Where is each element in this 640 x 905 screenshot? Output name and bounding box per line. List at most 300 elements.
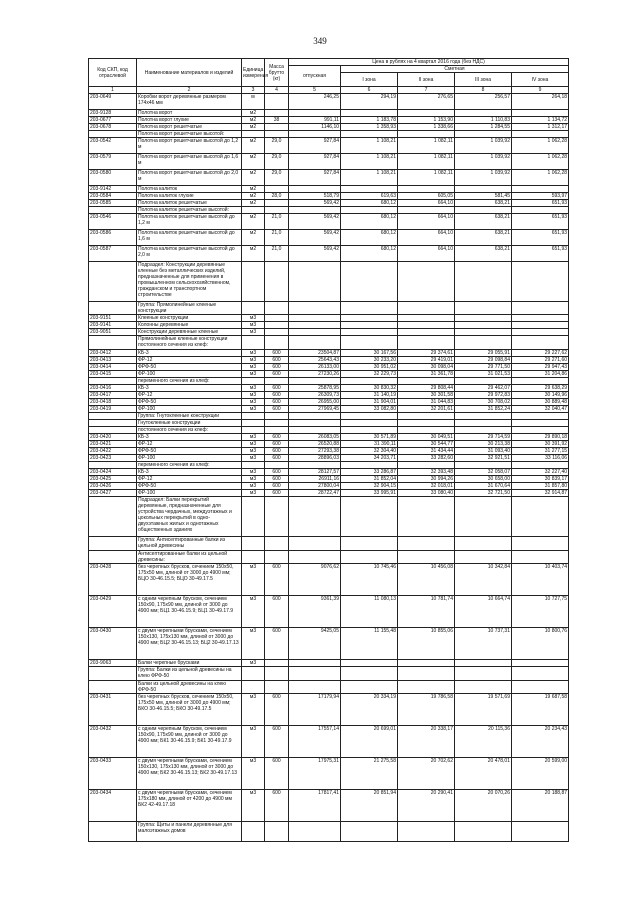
cell-name: ФР-100 xyxy=(137,490,242,497)
cell-mass: 28,0 xyxy=(265,193,289,200)
cell-zone-4: 1 062,28 xyxy=(512,154,569,170)
cell-zone-4 xyxy=(512,302,569,315)
cell-code: 203-0584 xyxy=(89,193,137,200)
cell-mass: 600 xyxy=(265,455,289,462)
cell-unit xyxy=(242,378,265,385)
cell-name: Антисептированные балки из цельной древесины: xyxy=(137,551,242,564)
cell-zone-3: 581,45 xyxy=(455,193,512,200)
cell-zone-2: 31 434,44 xyxy=(398,448,455,455)
table-row xyxy=(89,564,569,596)
cell-release-price xyxy=(289,302,341,315)
cell-zone-1 xyxy=(341,681,398,694)
cell-zone-4: 31 277,15 xyxy=(512,448,569,455)
cell-unit xyxy=(242,336,265,350)
cell-zone-1: 33 995,91 xyxy=(341,490,398,497)
cell-release-price xyxy=(289,315,341,322)
cell-zone-3: 29 972,83 xyxy=(455,392,512,399)
cell-mass: 600 xyxy=(265,385,289,392)
cell-mass: 600 xyxy=(265,371,289,378)
cell-zone-3: 1 039,92 xyxy=(455,138,512,154)
cell-name: Полотна ворот решетчатые высотой до 1,6 м xyxy=(137,154,242,170)
cell-release-price: 28896,03 xyxy=(289,455,341,462)
cell-zone-3 xyxy=(455,681,512,694)
table-row xyxy=(89,329,569,336)
cell-unit: м3 xyxy=(242,790,265,822)
cell-zone-1: 30 830,32 xyxy=(341,385,398,392)
cell-zone-2: 10 456,08 xyxy=(398,564,455,596)
cell-name: Клееные конструкции xyxy=(137,315,242,322)
cell-mass: 29,0 xyxy=(265,138,289,154)
cell-zone-1 xyxy=(341,420,398,427)
cell-zone-2: 30 098,04 xyxy=(398,364,455,371)
cell-unit: м2 xyxy=(242,138,265,154)
cell-zone-1: 34 203,71 xyxy=(341,455,398,462)
cell-zone-3 xyxy=(455,660,512,667)
cell-unit: м3 xyxy=(242,329,265,336)
cell-unit: м3 xyxy=(242,469,265,476)
cell-release-price: 9425,05 xyxy=(289,628,341,660)
cell-zone-2: 29 419,01 xyxy=(398,357,455,364)
cell-zone-4: 264,18 xyxy=(512,94,569,110)
cell-name: Балки из цельной древесины на клею ФРФ-50 xyxy=(137,681,242,694)
cell-code xyxy=(89,378,137,385)
table-row xyxy=(89,537,569,551)
cell-code: 203-9142 xyxy=(89,186,137,193)
cell-mass: 600 xyxy=(265,790,289,822)
cell-unit: м3 xyxy=(242,455,265,462)
cell-mass xyxy=(265,681,289,694)
cell-code: 203-0419 xyxy=(89,406,137,413)
cell-zone-3 xyxy=(455,427,512,434)
cell-zone-1: 1 183,78 xyxy=(341,117,398,124)
cell-zone-4 xyxy=(512,551,569,564)
cell-code xyxy=(89,413,137,420)
cell-unit xyxy=(242,822,265,842)
cell-zone-1 xyxy=(341,667,398,681)
cell-unit xyxy=(242,667,265,681)
cell-zone-3: 10 342,84 xyxy=(455,564,512,596)
cell-name: с одним черепным бруском, сечением 150x90, 175x90 мм, длиной от 3000 до 4900 мм; БК1 30-46.15.9; БК1 30-49.17.9 xyxy=(137,726,242,758)
cell-mass: 21,0 xyxy=(265,214,289,230)
cell-release-price: 17557,14 xyxy=(289,726,341,758)
cell-zone-3: 638,21 xyxy=(455,200,512,207)
cell-unit: м3 xyxy=(242,564,265,596)
table-row xyxy=(89,413,569,420)
cell-zone-2 xyxy=(398,822,455,842)
cell-zone-2: 20 702,62 xyxy=(398,758,455,790)
cell-name: Группа: Балки из цельной древесины на клею ФРФ-50 xyxy=(137,667,242,681)
table-row xyxy=(89,790,569,822)
cell-mass: 600 xyxy=(265,434,289,441)
cell-zone-3: 31 093,40 xyxy=(455,448,512,455)
cell-zone-4 xyxy=(512,336,569,350)
cell-mass xyxy=(265,94,289,110)
cell-code: 203-9151 xyxy=(89,315,137,322)
cell-zone-4 xyxy=(512,378,569,385)
cell-zone-1: 20 334,19 xyxy=(341,694,398,726)
cell-zone-1: 1 108,21 xyxy=(341,138,398,154)
cell-zone-4: 29 947,43 xyxy=(512,364,569,371)
table-row xyxy=(89,302,569,315)
cell-mass xyxy=(265,551,289,564)
cell-mass xyxy=(265,124,289,131)
cell-zone-3: 256,57 xyxy=(455,94,512,110)
cell-mass: 600 xyxy=(265,490,289,497)
cell-zone-1 xyxy=(341,329,398,336)
cell-zone-3: 638,21 xyxy=(455,214,512,230)
cell-zone-3: 1 110,83 xyxy=(455,117,512,124)
cell-code xyxy=(89,681,137,694)
cell-release-price: 26309,73 xyxy=(289,392,341,399)
cell-zone-3: 1 284,55 xyxy=(455,124,512,131)
cell-unit: м3 xyxy=(242,434,265,441)
cell-zone-3: 31 852,24 xyxy=(455,406,512,413)
cell-name: Полотна калиток глухие xyxy=(137,193,242,200)
cell-code: 203-0433 xyxy=(89,758,137,790)
cell-zone-3 xyxy=(455,315,512,322)
cell-zone-1 xyxy=(341,497,398,537)
table-row xyxy=(89,315,569,322)
cell-zone-3: 30 658,00 xyxy=(455,476,512,483)
cell-name: переменного сечения из клеф: xyxy=(137,462,242,469)
cell-mass xyxy=(265,667,289,681)
cell-unit xyxy=(242,420,265,427)
cell-unit: м2 xyxy=(242,193,265,200)
cell-zone-3 xyxy=(455,207,512,214)
cell-release-price xyxy=(289,322,341,329)
header-zone-2: II зона xyxy=(398,73,455,87)
cell-unit: м3 xyxy=(242,694,265,726)
cell-mass xyxy=(265,262,289,302)
cell-mass xyxy=(265,207,289,214)
table-row xyxy=(89,551,569,564)
cell-release-price xyxy=(289,420,341,427)
cell-mass: 600 xyxy=(265,483,289,490)
table-row xyxy=(89,207,569,214)
cell-zone-4 xyxy=(512,207,569,214)
cell-unit: м3 xyxy=(242,726,265,758)
cell-release-price: 28127,57 xyxy=(289,469,341,476)
cell-code xyxy=(89,262,137,302)
table-row xyxy=(89,399,569,406)
cell-zone-4 xyxy=(512,537,569,551)
table-row xyxy=(89,350,569,357)
cell-zone-3: 10 737,31 xyxy=(455,628,512,660)
cell-zone-2: 30 301,58 xyxy=(398,392,455,399)
cell-release-price: 25643,43 xyxy=(289,357,341,364)
cell-zone-1 xyxy=(341,262,398,302)
cell-release-price xyxy=(289,427,341,434)
cell-zone-2 xyxy=(398,186,455,193)
cell-zone-2: 33 282,60 xyxy=(398,455,455,462)
cell-zone-2: 29 374,61 xyxy=(398,350,455,357)
table-row xyxy=(89,667,569,681)
cell-release-price xyxy=(289,186,341,193)
table-row xyxy=(89,490,569,497)
cell-zone-3: 20 070,26 xyxy=(455,790,512,822)
cell-code: 203-0421 xyxy=(89,441,137,448)
table-row xyxy=(89,94,569,110)
cell-zone-4 xyxy=(512,131,569,138)
cell-zone-3 xyxy=(455,322,512,329)
cell-code: 203-9141 xyxy=(89,322,137,329)
cell-name: ФРФ-50 xyxy=(137,399,242,406)
cell-mass: 600 xyxy=(265,469,289,476)
cell-unit: м3 xyxy=(242,758,265,790)
cell-mass xyxy=(265,497,289,537)
cell-release-price xyxy=(289,413,341,420)
cell-zone-3: 638,21 xyxy=(455,246,512,262)
col-number: 7 xyxy=(398,87,455,94)
cell-release-price xyxy=(289,336,341,350)
cell-zone-1: 20 699,01 xyxy=(341,726,398,758)
cell-zone-1: 30 233,20 xyxy=(341,357,398,364)
table-row xyxy=(89,476,569,483)
cell-code xyxy=(89,302,137,315)
cell-zone-3 xyxy=(455,186,512,193)
cell-zone-1: 30 571,89 xyxy=(341,434,398,441)
cell-name: с одним черепным бруском, сечением 150x90, 175x90 мм, длиной от 3000 до 4900 мм; БЦ1 30-46.15.9; БЦ1 30-49.17.9 xyxy=(137,596,242,628)
cell-mass: 600 xyxy=(265,564,289,596)
cell-zone-1: 680,12 xyxy=(341,200,398,207)
cell-zone-4 xyxy=(512,322,569,329)
cell-zone-4 xyxy=(512,329,569,336)
cell-unit xyxy=(242,413,265,420)
cell-zone-3: 638,21 xyxy=(455,230,512,246)
table-row xyxy=(89,117,569,124)
table-row xyxy=(89,262,569,302)
cell-unit: м3 xyxy=(242,364,265,371)
cell-mass: 29,0 xyxy=(265,154,289,170)
cell-mass xyxy=(265,660,289,667)
table-row xyxy=(89,483,569,490)
cell-zone-4 xyxy=(512,660,569,667)
cell-zone-1 xyxy=(341,315,398,322)
cell-zone-3: 30 708,02 xyxy=(455,399,512,406)
cell-unit: м2 xyxy=(242,154,265,170)
cell-zone-3 xyxy=(455,262,512,302)
cell-zone-4 xyxy=(512,667,569,681)
cell-zone-3: 32 921,51 xyxy=(455,455,512,462)
cell-zone-2 xyxy=(398,329,455,336)
cell-name: ФРФ-50 xyxy=(137,448,242,455)
cell-zone-2: 605,05 xyxy=(398,193,455,200)
cell-name: ФР-100 xyxy=(137,371,242,378)
cell-zone-2: 1 153,90 xyxy=(398,117,455,124)
cell-mass: 600 xyxy=(265,392,289,399)
cell-zone-4 xyxy=(512,822,569,842)
cell-unit xyxy=(242,131,265,138)
cell-unit xyxy=(242,537,265,551)
table-row xyxy=(89,427,569,434)
cell-zone-1: 11 080,13 xyxy=(341,596,398,628)
cell-mass xyxy=(265,822,289,842)
cell-code xyxy=(89,462,137,469)
cell-mass xyxy=(265,413,289,420)
cell-name: ФР-12 xyxy=(137,476,242,483)
cell-code: 203-9051 xyxy=(89,329,137,336)
cell-zone-1: 680,12 xyxy=(341,230,398,246)
cell-zone-4: 30 889,48 xyxy=(512,399,569,406)
cell-unit: м3 xyxy=(242,660,265,667)
cell-release-price: 518,79 xyxy=(289,193,341,200)
cell-zone-3 xyxy=(455,667,512,681)
cell-code xyxy=(89,207,137,214)
cell-unit xyxy=(242,302,265,315)
cell-mass xyxy=(265,336,289,350)
cell-mass xyxy=(265,302,289,315)
cell-release-price xyxy=(289,262,341,302)
cell-zone-2: 10 781,74 xyxy=(398,596,455,628)
cell-zone-4 xyxy=(512,497,569,537)
cell-unit: м3 xyxy=(242,350,265,357)
table-row xyxy=(89,385,569,392)
cell-zone-3 xyxy=(455,462,512,469)
cell-code: 203-0677 xyxy=(89,117,137,124)
cell-zone-4: 20 188,87 xyxy=(512,790,569,822)
cell-release-price: 927,84 xyxy=(289,154,341,170)
cell-zone-3 xyxy=(455,537,512,551)
column-numbers-row xyxy=(89,87,569,94)
cell-release-price xyxy=(289,329,341,336)
table-row xyxy=(89,124,569,131)
cell-release-price xyxy=(289,551,341,564)
cell-zone-1: 31 904,01 xyxy=(341,399,398,406)
cell-name: КБ-3 xyxy=(137,385,242,392)
cell-zone-2 xyxy=(398,667,455,681)
header-name: Наименование материалов и изделий xyxy=(137,59,242,87)
cell-zone-1: 10 745,46 xyxy=(341,564,398,596)
cell-name: Коробки ворот деревянные размером 174х46 мм xyxy=(137,94,242,110)
cell-zone-2 xyxy=(398,551,455,564)
cell-zone-2 xyxy=(398,427,455,434)
cell-zone-3 xyxy=(455,329,512,336)
cell-zone-2: 32 018,01 xyxy=(398,483,455,490)
cell-zone-4 xyxy=(512,413,569,420)
cell-mass xyxy=(265,322,289,329)
cell-zone-1: 31 390,11 xyxy=(341,441,398,448)
cell-name: переменного сечения из клеф: xyxy=(137,378,242,385)
table-row xyxy=(89,441,569,448)
cell-zone-4: 1 062,28 xyxy=(512,170,569,186)
cell-zone-3: 29 771,50 xyxy=(455,364,512,371)
cell-release-price: 17975,31 xyxy=(289,758,341,790)
cell-unit: м2 xyxy=(242,200,265,207)
cell-zone-3 xyxy=(455,551,512,564)
table-row xyxy=(89,660,569,667)
cell-code: 203-0579 xyxy=(89,154,137,170)
cell-zone-4: 1 062,28 xyxy=(512,138,569,154)
cell-code: 203-0429 xyxy=(89,596,137,628)
cell-zone-2: 32 201,61 xyxy=(398,406,455,413)
cell-unit: м3 xyxy=(242,441,265,448)
cell-zone-1: 20 851,94 xyxy=(341,790,398,822)
cell-release-price: 28722,47 xyxy=(289,490,341,497)
cell-zone-1 xyxy=(341,537,398,551)
cell-mass: 600 xyxy=(265,350,289,357)
cell-zone-4: 20 599,00 xyxy=(512,758,569,790)
col-number: 1 xyxy=(89,87,137,94)
cell-zone-4: 32 040,47 xyxy=(512,406,569,413)
cell-unit: м2 xyxy=(242,170,265,186)
cell-release-price: 23504,87 xyxy=(289,350,341,357)
cell-code: 203-0422 xyxy=(89,448,137,455)
table-row xyxy=(89,246,569,262)
cell-mass xyxy=(265,200,289,207)
cell-code: 203-0426 xyxy=(89,483,137,490)
cell-name: Подраздел: Балки перекрытий деревянные, предназначенные для устройства чердачных, междуэтажных и цокольных перекрытий в одно-двухэтажных жилых и однотажных общественных зданиях xyxy=(137,497,242,537)
col-number: 6 xyxy=(341,87,398,94)
cell-unit: м3 xyxy=(242,357,265,364)
cell-zone-1: 1 108,21 xyxy=(341,154,398,170)
cell-name: Колонны деревянные xyxy=(137,322,242,329)
table-row xyxy=(89,392,569,399)
cell-mass xyxy=(265,329,289,336)
header-release: отпускная xyxy=(289,66,341,87)
cell-mass xyxy=(265,427,289,434)
cell-code xyxy=(89,551,137,564)
cell-zone-4: 29 271,60 xyxy=(512,357,569,364)
cell-zone-1: 30 951,02 xyxy=(341,364,398,371)
cell-mass: 600 xyxy=(265,758,289,790)
table-row xyxy=(89,364,569,371)
cell-unit xyxy=(242,262,265,302)
cell-name: Группа: Антисептированные балки из цельной древесины xyxy=(137,537,242,551)
cell-release-price: 25878,95 xyxy=(289,385,341,392)
cell-zone-1: 31 852,04 xyxy=(341,476,398,483)
cell-zone-1: 32 304,40 xyxy=(341,448,398,455)
table-row xyxy=(89,406,569,413)
cell-release-price xyxy=(289,667,341,681)
cell-zone-3: 1 039,92 xyxy=(455,170,512,186)
cell-release-price: 569,42 xyxy=(289,246,341,262)
cell-zone-3: 29 462,07 xyxy=(455,385,512,392)
cell-name: Полотна калиток решетчатые высотой до 2,0 м xyxy=(137,246,242,262)
cell-code: 203-0423 xyxy=(89,455,137,462)
cell-mass xyxy=(265,537,289,551)
cell-zone-1 xyxy=(341,822,398,842)
cell-name: КБ-3 xyxy=(137,469,242,476)
cell-zone-4: 31 204,86 xyxy=(512,371,569,378)
cell-zone-2: 31 044,83 xyxy=(398,399,455,406)
cell-name: без черепных брусков, сечением 150x50, 175x50 мм, длиной от 3000 до 4900 мм; БКО 30-46.15.5; БКО 30-49.17.5 xyxy=(137,694,242,726)
cell-code: 203-0586 xyxy=(89,230,137,246)
cell-zone-2: 1 082,11 xyxy=(398,138,455,154)
table-row xyxy=(89,357,569,364)
cell-zone-4: 29 227,62 xyxy=(512,350,569,357)
cell-zone-4: 33 116,06 xyxy=(512,455,569,462)
cell-zone-2: 19 786,58 xyxy=(398,694,455,726)
table-row xyxy=(89,497,569,537)
table-row xyxy=(89,230,569,246)
cell-name: КБ-3 xyxy=(137,434,242,441)
cell-code: 203-0585 xyxy=(89,200,137,207)
cell-mass xyxy=(265,462,289,469)
cell-mass: 600 xyxy=(265,357,289,364)
cell-name: Балки черепные брусками xyxy=(137,660,242,667)
cell-zone-2: 276,65 xyxy=(398,94,455,110)
cell-name: ФРФ-50 xyxy=(137,364,242,371)
cell-mass: 38 xyxy=(265,117,289,124)
cell-unit: м3 xyxy=(242,476,265,483)
cell-mass xyxy=(265,131,289,138)
table-row xyxy=(89,110,569,117)
cell-release-price xyxy=(289,378,341,385)
cell-unit: м3 xyxy=(242,406,265,413)
cell-zone-2 xyxy=(398,207,455,214)
cell-zone-4: 10 727,75 xyxy=(512,596,569,628)
cell-code: 203-0432 xyxy=(89,726,137,758)
